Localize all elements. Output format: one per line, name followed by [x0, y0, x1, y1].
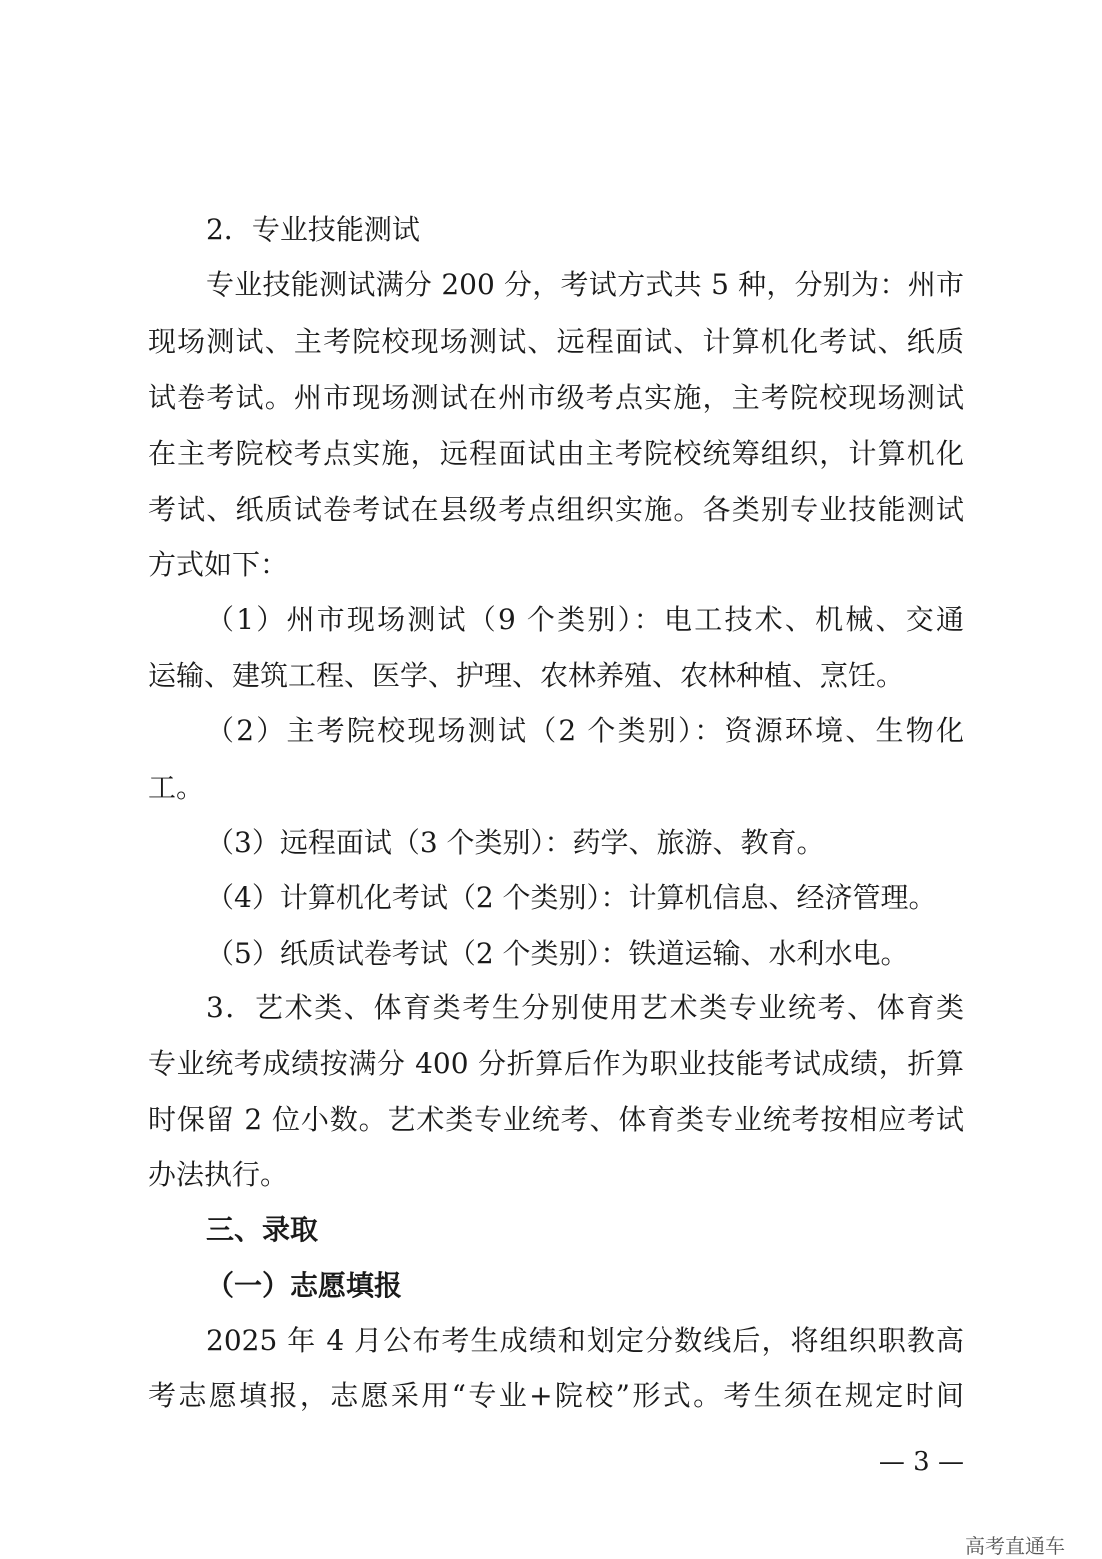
paragraph-line: 试卷考试。州市现场测试在州市级考点实施，主考院校现场测试: [148, 381, 964, 414]
page-number: — 3 —: [878, 1447, 964, 1477]
list-item-line: （2）主考院校现场测试（2 个类别）：资源环境、生物化: [206, 714, 964, 747]
paragraph-line: 3．艺术类、体育类考生分别使用艺术类专业统考、体育类: [206, 991, 964, 1024]
list-item-line: （4）计算机化考试（2 个类别）：计算机信息、经济管理。: [206, 881, 937, 914]
paragraph-line: 2025 年 4 月公布考生成绩和划定分数线后，将组织职教高: [206, 1324, 964, 1357]
paragraph-line: 办法执行。: [148, 1158, 289, 1191]
paragraph-line: 时保留 2 位小数。艺术类专业统考、体育类专业统考按相应考试: [148, 1103, 964, 1136]
paragraph-line: 方式如下：: [148, 548, 289, 581]
paragraph-line: 专业技能测试满分 200 分，考试方式共 5 种，分别为：州市: [206, 268, 964, 301]
list-item-line: （1）州市现场测试（9 个类别）：电工技术、机械、交通: [206, 603, 964, 636]
paragraph-line: 现场测试、主考院校现场测试、远程面试、计算机化考试、纸质: [148, 325, 964, 358]
list-item-line: （5）纸质试卷考试（2 个类别）：铁道运输、水利水电。: [206, 937, 909, 970]
paragraph-line: 考试、纸质试卷考试在县级考点组织实施。各类别专业技能测试: [148, 493, 964, 526]
list-item-line: 运输、建筑工程、医学、护理、农林养殖、农林种植、烹饪。: [148, 659, 905, 692]
paragraph-line: 考志愿填报，志愿采用“专业+院校”形式。考生须在规定时间: [148, 1379, 964, 1412]
section-heading-admission: 三、录取: [206, 1213, 319, 1246]
list-item-line: 工。: [148, 771, 205, 804]
list-item-line: （3）远程面试（3 个类别）：药学、旅游、教育。: [206, 826, 825, 859]
document-page: [148, 0, 964, 1559]
subsection-heading-application: （一）志愿填报: [206, 1269, 403, 1302]
paragraph-line: 专业统考成绩按满分 400 分折算后作为职业技能考试成绩，折算: [148, 1047, 964, 1080]
watermark: 高考直通车: [965, 1534, 1065, 1558]
subsection-heading-skills-test: 2．专业技能测试: [206, 213, 420, 246]
paragraph-line: 在主考院校考点实施，远程面试由主考院校统筹组织，计算机化: [148, 437, 964, 470]
